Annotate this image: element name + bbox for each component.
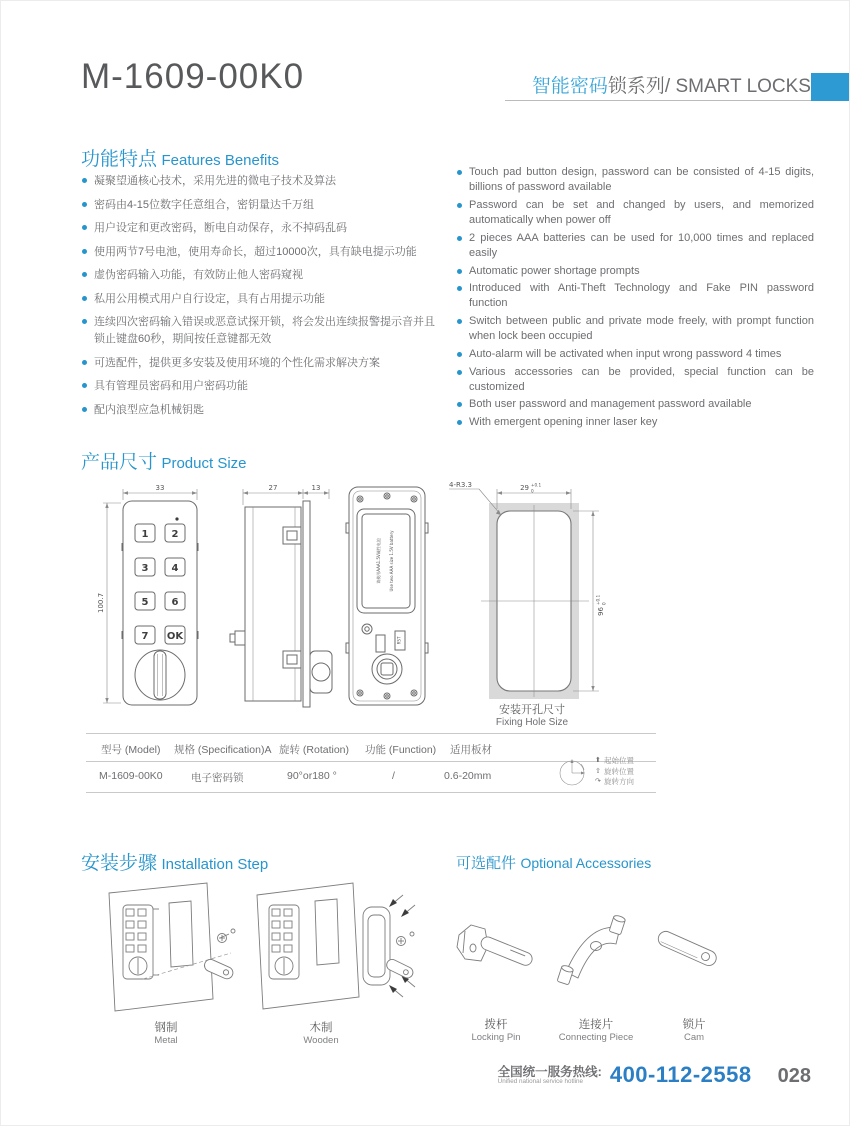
key-6: 6 (171, 597, 179, 608)
features-list-en (456, 165, 814, 433)
hotline-label: 全国统一服务热线: Unified national service hotline (497, 1065, 602, 1086)
page-title: M-1609-00K0 (81, 57, 305, 96)
page-number: 028 (777, 1065, 811, 1087)
feature-item-zh: 私用公用模式用户自行设定，具有占用提示功能 (81, 291, 437, 308)
feature-item-en: Introduced with Anti-Theft Technology and Fake PIN password function (456, 281, 814, 311)
installation-caption-metal: 钢制 Metal (154, 1022, 178, 1046)
key-5: 5 (141, 597, 149, 608)
accessories-heading-en: Optional Accessories (520, 855, 652, 871)
hole-corner-dim: 4-R3.3 (449, 481, 472, 489)
footer (498, 1062, 811, 1088)
key-7: 7 (141, 631, 149, 642)
accessories-heading-zh: 可选配件 (456, 855, 517, 872)
front-height-dim: 100.7 (97, 592, 105, 614)
fixing-hole-drawing (437, 477, 627, 705)
product-size-heading-zh: 产品尺寸 (81, 452, 158, 473)
feature-item-en: Various accessories can be provided, special function can be customized (456, 365, 814, 395)
side-view-drawing (225, 481, 337, 725)
installation-wooden-drawing (241, 879, 421, 1019)
battery-label-en: Use two AAA size 1.5V battery (389, 530, 394, 592)
series-heading-rest: 锁系列/ SMART LOCKS (607, 76, 811, 97)
feature-item-zh: 具有管理员密码和用户密码功能 (81, 378, 437, 395)
reset-label: RST (396, 636, 402, 645)
product-size-heading (81, 447, 247, 474)
key-ok: OK (166, 631, 184, 642)
cell-specification: 电子密码锁 (191, 772, 244, 784)
cell-material: 0.6-20mm (444, 770, 492, 782)
col-header-model: 型号 (Model) (101, 744, 161, 756)
accessory-caption-connecting-piece: 连接片 Connecting Piece (558, 1019, 634, 1043)
fixing-hole-caption (437, 701, 627, 728)
hole-height-tol-lower: 0 (601, 602, 607, 605)
hole-height-tol-upper: +0.1 (595, 594, 601, 605)
key-2: 2 (171, 529, 179, 540)
feature-item-zh: 用户设定和更改密码，断电自动保存，永不掉码乱码 (81, 220, 437, 237)
features-list-zh (81, 173, 437, 426)
battery-cover (357, 509, 415, 613)
col-header-rotation: 旋转 (Rotation) (279, 744, 350, 756)
legend-start-position: ⬆ 起始位置 (595, 756, 634, 766)
hole-width-tol-upper: +0.1 (531, 482, 542, 488)
led-indicator (175, 517, 178, 520)
feature-item-zh: 配内浪型应急机械钥匙 (81, 402, 437, 419)
installation-heading-zh: 安装步骤 (81, 853, 158, 874)
knob (135, 650, 185, 700)
accessory-caption-cam: 锁片 Cam (682, 1019, 706, 1043)
feature-item-zh: 密码由4-15位数字任意组合，密钥量达千万组 (81, 197, 437, 214)
rotation-legend (557, 754, 634, 790)
feature-item-zh: 可选配件，提供更多安装及使用环境的个性化需求解决方案 (81, 355, 437, 372)
hole-width-tol-lower: 0 (531, 488, 534, 494)
feature-item-en: Auto-alarm will be activated when input wrong password 4 times (456, 347, 814, 362)
legend-rotation-direction: ↷ 旋转方向 (595, 777, 634, 787)
installation-caption-wooden: 木制 Wooden (303, 1022, 339, 1046)
curved-arrow-icon: ↷ (595, 778, 601, 786)
battery-label-zh: 请使用AAA1.5V碱性电池 (376, 538, 381, 584)
key-1: 1 (141, 529, 149, 540)
locking-pin-drawing (451, 913, 546, 988)
cell-model: M-1609-00K0 (99, 770, 163, 782)
connecting-piece-drawing (554, 904, 639, 994)
hole-width-dim: 29 (520, 484, 529, 492)
features-heading (81, 144, 279, 171)
series-heading (505, 71, 811, 101)
installation-metal-drawing (89, 879, 239, 1019)
key-4: 4 (171, 563, 179, 574)
front-width-dim: 33 (155, 484, 165, 492)
side-depth-dim: 27 (268, 484, 278, 492)
accessories-heading (456, 852, 651, 873)
cam-drawing (656, 915, 731, 985)
feature-item-zh: 虚伪密码输入功能，有效防止他人密码窥视 (81, 267, 437, 284)
fixing-hole-caption-zh: 安装开孔尺寸 (499, 704, 565, 716)
lock-cylinder (372, 654, 402, 684)
installation-heading (81, 848, 268, 875)
col-header-material: 适用板材 (450, 744, 492, 756)
fixing-hole-caption-en: Fixing Hole Size (495, 717, 569, 728)
feature-item-en: Touch pad button design, password can be consisted of 4-15 digits, billions of password available (456, 165, 814, 195)
feature-item-en: Password can be set and changed by users, and memorized automatically when power off (456, 198, 814, 228)
side-front-dim: 13 (311, 484, 321, 492)
feature-item-en: Switch between public and private mode freely, with prompt function when lock been occupied (456, 314, 814, 344)
legend-rotation-position: ⇧ 旋转位置 (595, 766, 634, 776)
feature-item-zh: 使用两节7号电池，使用寿命长，超过10000次，具有缺电提示功能 (81, 244, 437, 261)
back-view-drawing (343, 483, 438, 718)
key-3: 3 (141, 563, 149, 574)
col-header-function: 功能 (Function) (365, 744, 437, 756)
front-view-drawing (93, 481, 225, 725)
feature-item-zh: 凝聚望通核心技术，采用先进的微电子技术及算法 (81, 173, 437, 190)
feature-item-en: With emergent opening inner laser key (456, 415, 814, 430)
features-heading-zh: 功能特点 (81, 149, 158, 170)
col-header-specification: 规格 (Specification)A (174, 744, 272, 756)
solid-arrow-icon: ⬆ (595, 757, 601, 765)
feature-item-en: 2 pieces AAA batteries can be used for 10,000 times and replaced easily (456, 231, 814, 261)
feature-item-zh: 连续四次密码输入错误或恶意试探开锁，将会发出连续报警提示音并且锁止键盘60秒，期间按任意键都无效 (81, 314, 437, 348)
hole-height-dim: 96 (597, 607, 605, 616)
feature-item-en: Both user password and management password available (456, 397, 814, 412)
product-size-heading-en: Product Size (161, 455, 247, 472)
cell-function: / (392, 770, 395, 782)
series-heading-zh: 智能密码 (531, 76, 608, 97)
installation-heading-en: Installation Step (161, 856, 269, 873)
accessory-caption-locking-pin: 拨杆 Locking Pin (471, 1019, 521, 1043)
cell-rotation: 90°or180 ° (287, 770, 337, 782)
features-heading-en: Features Benefits (161, 152, 280, 169)
feature-item-en: Automatic power shortage prompts (456, 264, 814, 279)
header-accent-block (811, 73, 849, 101)
rotation-diagram (557, 754, 591, 790)
hollow-arrow-icon: ⇧ (595, 767, 601, 775)
hotline-phone-number: 400-112-2558 (609, 1062, 752, 1087)
